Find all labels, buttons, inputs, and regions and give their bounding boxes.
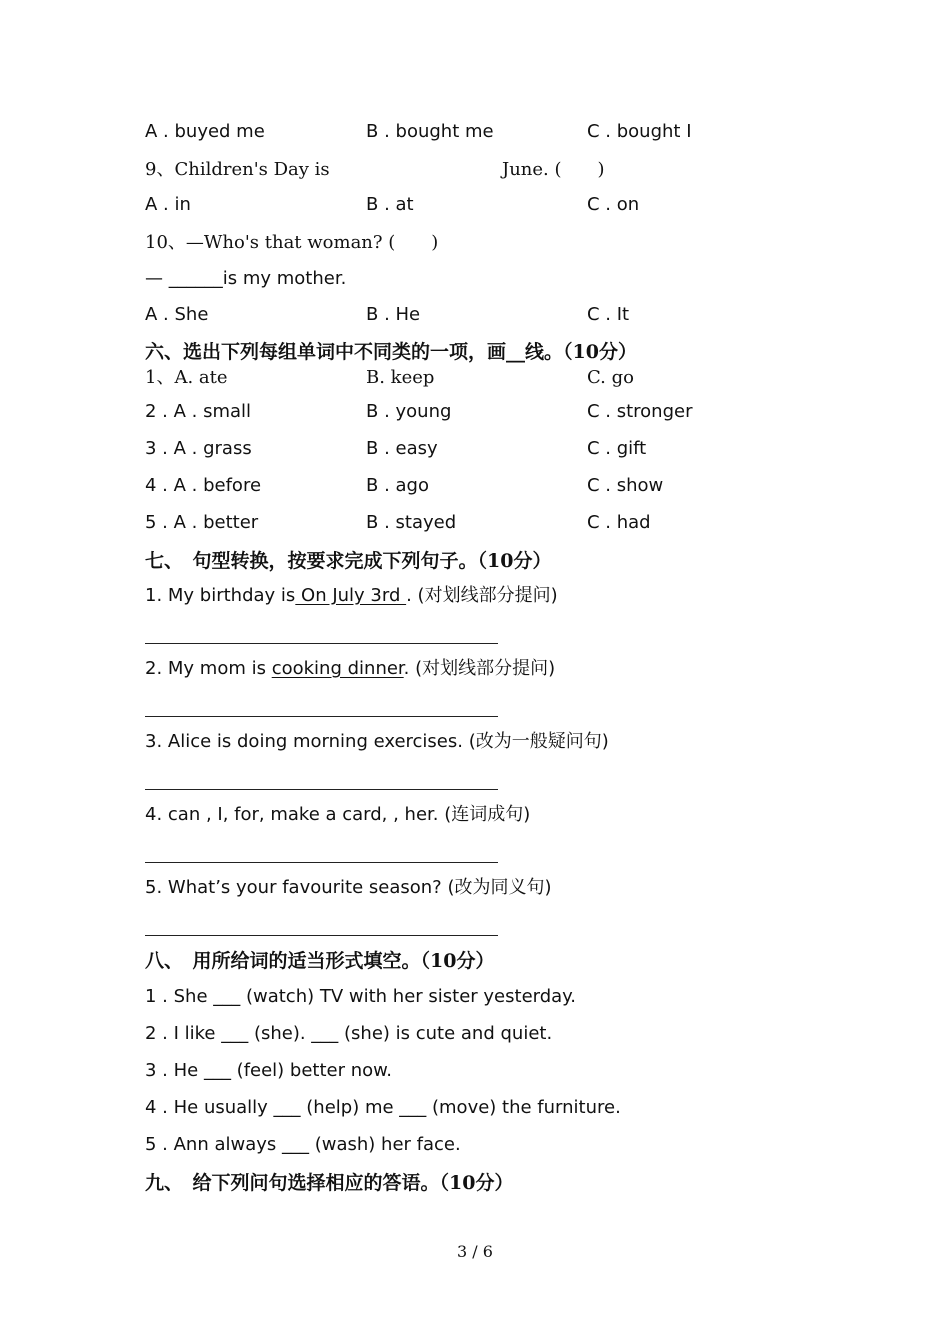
- q10-stem: 10、—Who's that woman? ( ): [145, 232, 439, 253]
- q8-option-c: C . bought I: [587, 121, 692, 142]
- section8-item-4: 4 . He usually ___ (help) me ___ (move) the furniture.: [145, 1097, 621, 1118]
- section6-item-3-c: C . gift: [587, 438, 647, 459]
- section6-item-3-b: B . easy: [366, 438, 438, 459]
- section6-item-4-c: C . show: [587, 475, 664, 496]
- q9-stem-right: June. ( ): [502, 159, 605, 180]
- q10-option-c: C . It: [587, 304, 630, 325]
- section7-title: 七、 句型转换，按要求完成下列句子。（10分）: [145, 550, 552, 572]
- section7-item-2-underlined: cooking dinner: [271, 658, 404, 679]
- section7-item-5: 5. What’s your favourite season? (改为同义句): [145, 877, 552, 898]
- section6-item-4-a: 4 . A . before: [145, 475, 262, 496]
- section7-answer-line-5[interactable]: [145, 935, 498, 936]
- q9-option-a: A . in: [145, 194, 191, 215]
- section6-item-1-c: C. go: [587, 367, 634, 388]
- q8-option-a: A . buyed me: [145, 121, 265, 142]
- q10-option-b: B . He: [366, 304, 421, 325]
- section9-title: 九、 给下列问句选择相应的答语。（10分）: [145, 1172, 514, 1194]
- section6-item-5-a: 5 . A . better: [145, 512, 259, 533]
- section6-item-2-b: B . young: [366, 401, 452, 422]
- section7-item-1-instruction: . (对划线部分提问): [406, 585, 558, 606]
- q9-stem-left: 9、Children's Day is: [145, 159, 330, 180]
- section7-item-2-instruction: . (对划线部分提问): [403, 658, 556, 679]
- section8-item-5: 5 . Ann always ___ (wash) her face.: [145, 1134, 461, 1155]
- section8-item-1: 1 . She ___ (watch) TV with her sister yesterday.: [145, 986, 576, 1007]
- section6-item-1-b: B. keep: [366, 367, 435, 388]
- section7-item-1-underlined: On July 3rd: [295, 585, 407, 606]
- section6-item-5-c: C . had: [587, 512, 651, 533]
- section7-item-1-text: 1. My birthday is: [145, 585, 296, 606]
- section7-answer-line-1[interactable]: [145, 643, 498, 644]
- section6-item-5-b: B . stayed: [366, 512, 457, 533]
- q9-option-b: B . at: [366, 194, 414, 215]
- q8-option-b: B . bought me: [366, 121, 494, 142]
- q10-blank: ______: [168, 268, 223, 289]
- section6-item-2-c: C . stronger: [587, 401, 693, 422]
- q10-sentence: [145, 266, 346, 292]
- section7-answer-line-3[interactable]: [145, 789, 498, 790]
- section8-title: 八、 用所给词的适当形式填空。（10分）: [145, 950, 495, 972]
- q9-option-c: C . on: [587, 194, 640, 215]
- section8-item-3: 3 . He ___ (feel) better now.: [145, 1060, 392, 1081]
- section8-item-2: 2 . I like ___ (she). ___ (she) is cute and quiet.: [145, 1023, 553, 1044]
- section7-item-2: [145, 656, 555, 682]
- section6-item-3-a: 3 . A . grass: [145, 438, 252, 459]
- section6-item-1-a: 1、A. ate: [145, 367, 228, 388]
- q10-option-a: A . She: [145, 304, 209, 325]
- q10-suffix: is my mother.: [222, 268, 347, 289]
- section7-item-4: 4. can , I, for, make a card, , her. (连词成句): [145, 804, 531, 825]
- q10-dash: —: [145, 268, 169, 289]
- section6-item-2-a: 2 . A . small: [145, 401, 252, 422]
- section7-answer-line-4[interactable]: [145, 862, 498, 863]
- section7-item-3: 3. Alice is doing morning exercises. (改为一般疑问句): [145, 731, 609, 752]
- section6-title: 六、选出下列每组单词中不同类的一项，画__线。（10分）: [145, 341, 637, 363]
- section7-answer-line-2[interactable]: [145, 716, 498, 717]
- section7-item-2-text: 2. My mom is: [145, 658, 272, 679]
- page-number: 3 / 6: [457, 1242, 493, 1261]
- section7-item-1: [145, 583, 558, 609]
- section6-item-4-b: B . ago: [366, 475, 429, 496]
